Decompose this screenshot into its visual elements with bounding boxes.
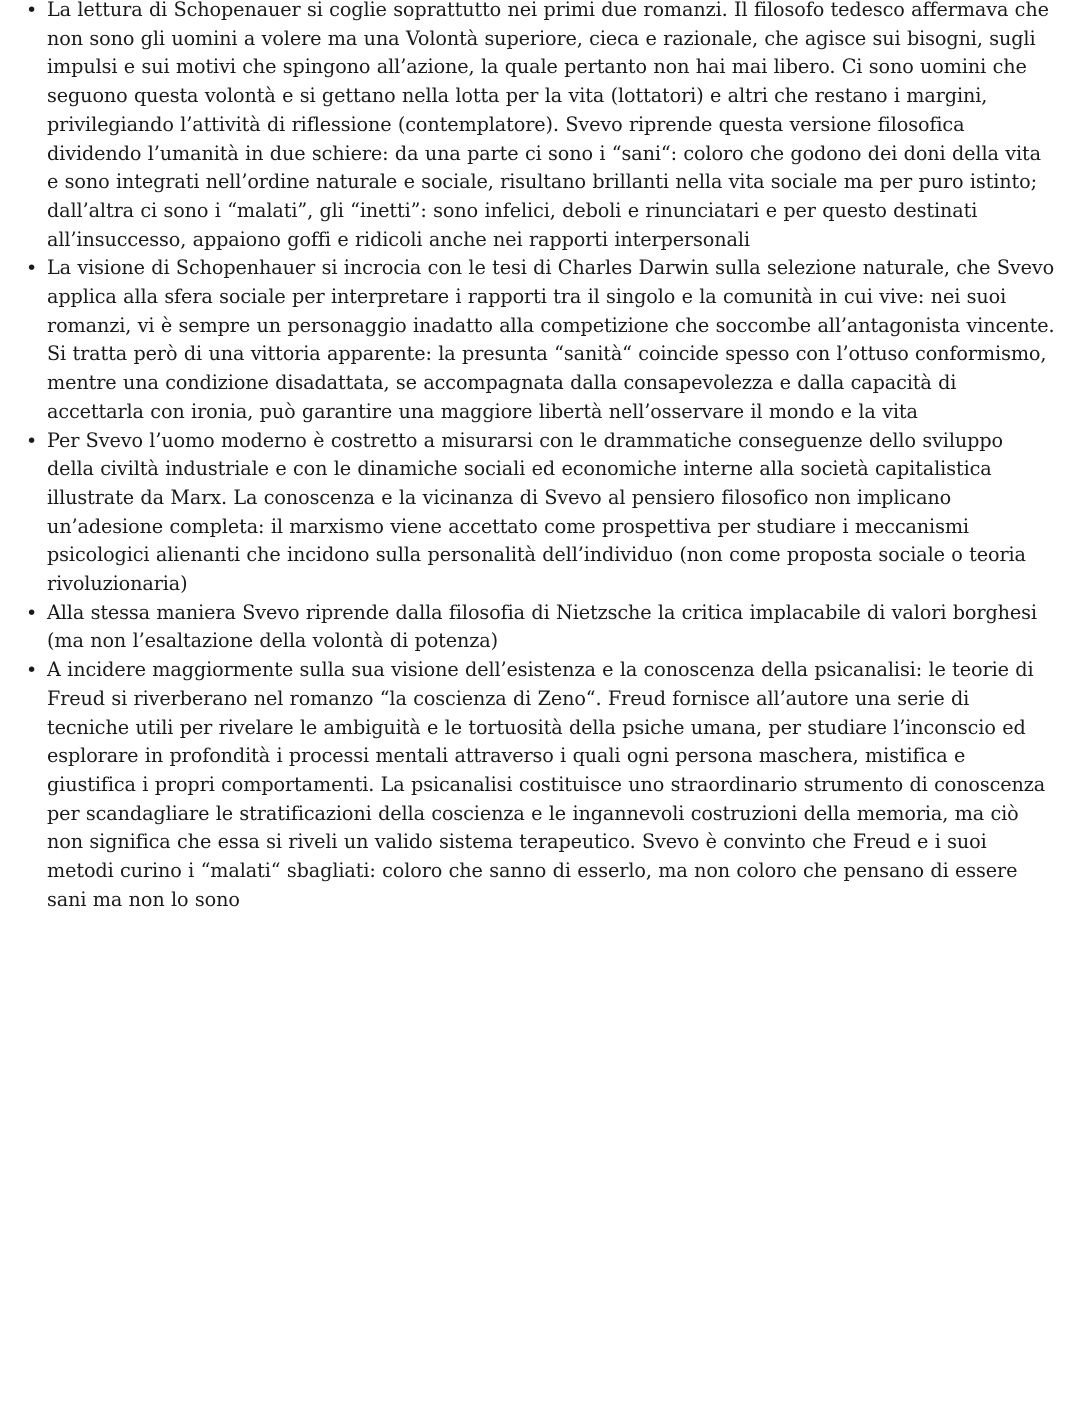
bullet-icon: •	[26, 659, 38, 682]
bullet-icon: •	[26, 429, 38, 452]
paragraph-schopenhauer-will: La lettura di Schopenauer si coglie soprattutto nei primi due romanzi. Il filosofo tedesco affermava che non sono gli uomini a volere ma una Volontà superiore, cieca e razionale, che agisce sui bisogni, sugli impulsi e sui motivi che spingono all’azione, la quale pertanto non hai mai libero. Ci sono uomini che seguono questa volontà e si gettano nella lotta per la vita (lottatori) e altri che restano i margini, privilegiando l’attività di riflessione (contemplatore). Svevo riprende questa versione filosofica dividendo l’umanità in due schiere: da una parte ci sono i “sani“: coloro che godono dei doni della vita e sono integrati nell’ordine naturale e sociale, risultano brillanti nella vita sociale ma per puro istinto; dall’altra ci sono i “malati”, gli “inetti”: sono infelici, deboli e rinunciatari e per questo destinati all’insuccesso, appaiono goffi e ridicoli anche nei rapporti interpersonali	[47, 0, 1049, 251]
bullet-icon: •	[26, 257, 38, 280]
paragraph-nietzsche-critique: Alla stessa maniera Svevo riprende dalla filosofia di Nietzsche la critica implacabile di valori borghesi (ma non l’esaltazione della volontà di potenza)	[47, 600, 1037, 653]
list-item	[26, 0, 1056, 254]
list-item	[26, 656, 1056, 914]
paragraph-freud-psychoanalysis: A incidere maggiormente sulla sua visione dell’esistenza e la conoscenza della psicanalisi: le teorie di Freud si riverberano nel romanzo “la coscienza di Zeno“. Freud fornisce all’autore una serie di tecniche utili per rivelare le ambiguità e le tortuosità della psiche umana, per studiare l’inconscio ed esplorare in profondità i processi mentali attraverso i quali ogni persona maschera, mistifica e giustifica i propri comportamenti. La psicanalisi costituisce uno straordinario strumento di conoscenza per scandagliare le stratificazioni della coscienza e le ingannevoli costruzioni della memoria, ma ciò non significa che essa si riveli un valido sistema terapeutico. Svevo è convinto che Freud e i suoi metodi curino i “malati“ sbagliati: coloro che sanno di esserlo, ma non coloro che pensano di essere sani ma non lo sono	[47, 658, 1046, 911]
list-item	[26, 427, 1056, 599]
bullet-list	[26, 0, 1056, 915]
bullet-icon: •	[26, 0, 38, 21]
paragraph-darwin-selection: La visione di Schopenhauer si incrocia con le tesi di Charles Darwin sulla selezione naturale, che Svevo applica alla sfera sociale per interpretare i rapporti tra il singolo e la comunità in cui vive: nei suoi romanzi, vi è sempre un personaggio inadatto alla competizione che soccombe all’antagonista vincente. Si tratta però di una vittoria apparente: la presunta “sanità“ coincide spesso con l’ottuso conformismo, mentre una condizione disadattata, se accompagnata dalla consapevolezza e dalla capacità di accettarla con ironia, può garantire una maggiore libertà nell’osservare il mondo e la vita	[47, 256, 1055, 423]
bullet-icon: •	[26, 601, 38, 624]
paragraph-marx-society: Per Svevo l’uomo moderno è costretto a misurarsi con le drammatiche conseguenze dello sviluppo della civiltà industriale e con le dinamiche sociali ed economiche interne alla società capitalistica illustrate da Marx. La conoscenza e la vicinanza di Svevo al pensiero filosofico non implicano un’adesione completa: il marxismo viene accettato come prospettiva per studiare i meccanismi psicologici alienanti che incidono sulla personalità dell’individuo (non come proposta sociale o teoria rivoluzionaria)	[47, 428, 1026, 596]
list-item	[26, 599, 1056, 656]
list-item	[26, 254, 1056, 426]
